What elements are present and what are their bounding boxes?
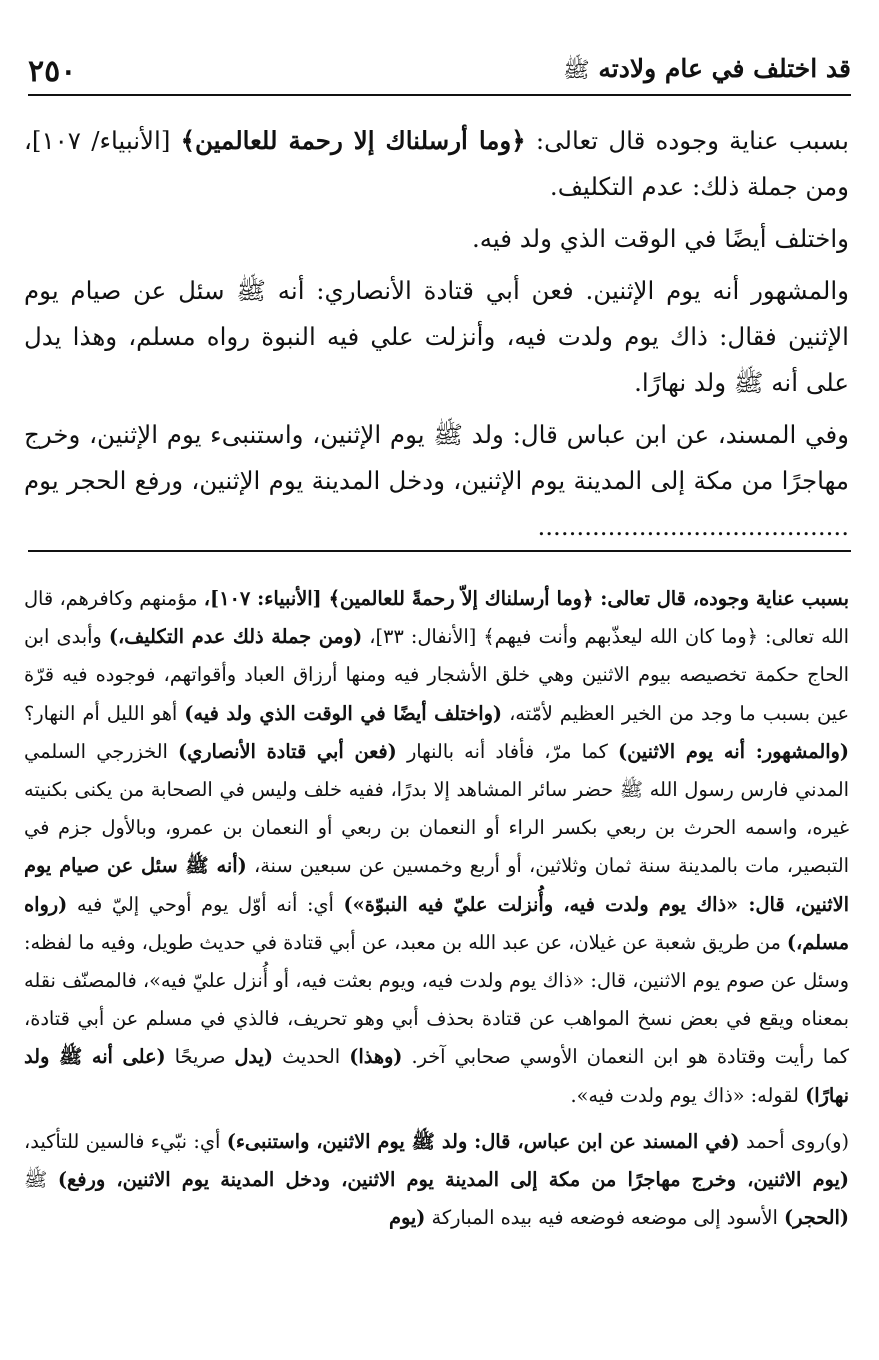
commentary-run: من طريق شعبة عن غيلان، عن عبد الله بن معبد، عن أبي قتادة في حديث طويل، وفيه ما لفظه: وسئل عن صوم يوم الاثنين، قال: «ذاك يوم ولدت فيه، ويوم بعثت فيه، أو أُنزل عليّ فيه»، فالمصنّف نقله بمعناه ويقع في بعض نسخ المواهب عن قتادة بحذف أبي وهو تحريف، فالذي في مسلم عن أبي قتادة، كما رأيت وقتادة هو ابن النعمان الأوسي صحابي آخر. bbox=[24, 930, 849, 1069]
commentary-run: أي: أنه أوّل يوم أوحي إليّ فيه bbox=[67, 892, 344, 916]
quoted-text: يوم الاثنين، واستنبىء) bbox=[226, 1129, 412, 1153]
footnote-divider bbox=[28, 550, 851, 552]
salutation-glyph: ﷺ bbox=[411, 1129, 435, 1153]
quoted-text: بسبب عناية وجوده، قال تعالى: ﴿وما أرسلناك إلاّ رحمةً للعالمين﴾ [الأنبياء: ١٠٧]، bbox=[203, 587, 849, 610]
commentary-run: وأبدى ابن الحاج حكمة تخصيصه بيوم الاثنين وهي خلق الأشجار فيه ومنها أرزاق العباد وأقواتهم، فوجوده فيه قرّة عين بسبب ما وجد من الخير العظيم لأمّته، bbox=[24, 625, 849, 725]
quoted-text: (والمشهور: أنه يوم الاثنين) bbox=[617, 739, 849, 763]
quoted-text: (أنه bbox=[208, 854, 247, 878]
commentary-paragraph-1 bbox=[24, 580, 849, 1115]
salutation-glyph: ﷺ bbox=[58, 1045, 83, 1069]
salutation-glyph: ﷺ bbox=[236, 276, 266, 305]
main-text-run: وفي المسند، عن ابن عباس قال: ولد bbox=[462, 420, 850, 449]
commentary-run: مؤمنهم وكافرهم، قال الله تعالى: ﴿وما كان الله ليعذّبهم وأنت فيهم﴾ [الأنفال: ٣٣]، bbox=[24, 587, 850, 649]
main-text-run: [الأنبياء/ ١٠٧]، ومن جملة ذلك: عدم التكليف. bbox=[24, 126, 849, 201]
main-text bbox=[24, 118, 849, 556]
main-text-run: ولد نهارًا. bbox=[634, 368, 734, 397]
quoted-text: ولد نهارًا) bbox=[24, 1045, 849, 1107]
quoted-text: (يوم bbox=[389, 1206, 426, 1230]
main-paragraph-4 bbox=[24, 412, 849, 550]
quoted-text: سئل عن صيام يوم الاثنين، قال: «ذاك يوم ولدت فيه، وأُنزلت عليّ فيه النبوّة») bbox=[24, 854, 850, 916]
quoted-text: (رواه مسلم،) bbox=[24, 892, 849, 954]
commentary-run: أي: نبّيء فالسين للتأكيد، bbox=[24, 1129, 227, 1153]
main-paragraph-1 bbox=[24, 118, 849, 210]
main-text-run: يوم الإثنين، واستنبىء يوم الإثنين، وخرج مهاجرًا من مكة إلى المدينة يوم الإثنين، ودخل المدينة يوم الإثنين، ورفع الحجر يوم bbox=[24, 420, 849, 495]
commentary-run: الحديث bbox=[273, 1045, 350, 1069]
running-title-text: قد اختلف في عام ولادته bbox=[598, 54, 851, 83]
commentary-run: الخزرجي السلمي المدني فارس رسول الله bbox=[24, 739, 850, 802]
salutation-glyph: ﷺ bbox=[733, 368, 764, 397]
main-paragraph-3 bbox=[24, 268, 849, 406]
quoted-text: (وهذا) bbox=[349, 1045, 403, 1069]
quoted-text: (يدل bbox=[234, 1045, 274, 1069]
salutation-glyph: ﷺ bbox=[185, 854, 209, 878]
commentary-text bbox=[24, 580, 849, 1245]
commentary-run: (و)روى أحمد bbox=[739, 1129, 849, 1153]
commentary-run: أهو الليل أم النهار؟ bbox=[24, 701, 185, 725]
continuation-dots: ........................................ bbox=[537, 512, 849, 541]
commentary-run: حضر سائر المشاهد إلا بدرًا، ففيه خلف وليس في الصحابة من يكنى بكنيته غيره، واسمه الحرث بن ربعي بكسر الراء أو النعمان بن ربعي أو النعمان بن عمرو، وبالأول جزم في التبصير، مات بالمدينة سنة ثمان وثلاثين، أو أربع وخمسين عن سبعين سنة، bbox=[24, 778, 849, 878]
main-text-run: سئل عن صيام يوم الإثنين فقال: ذاك يوم ولدت فيه، وأنزلت علي فيه النبوة رواه مسلم، وهذا يدل على أنه bbox=[24, 276, 849, 397]
salutation-glyph: ﷺ bbox=[563, 58, 590, 83]
main-text-run: والمشهور أنه يوم الإثنين. فعن أبي قتادة الأنصاري: أنه bbox=[265, 276, 849, 305]
page-number: ٢٥٠ bbox=[28, 53, 77, 89]
commentary-run bbox=[47, 1168, 58, 1191]
commentary-run: صريحًا bbox=[165, 1045, 235, 1069]
commentary-paragraph-2 bbox=[24, 1123, 849, 1238]
main-text-run: بسبب عناية وجوده قال تعالى: bbox=[525, 126, 849, 155]
quoted-text: (واختلف أيضًا في الوقت الذي ولد فيه) bbox=[184, 701, 503, 725]
commentary-run: لقوله: «ذاك يوم ولدت فيه». bbox=[570, 1083, 806, 1107]
quoted-text: (يوم الاثنين، وخرج مهاجرًا من مكة إلى المدينة يوم الاثنين، ودخل المدينة يوم الاثنين، ورفع) bbox=[57, 1168, 849, 1192]
quoted-text: (الحجر) bbox=[783, 1206, 849, 1230]
commentary-run: الأسود إلى موضعه فوضعه فيه بيده المباركة bbox=[425, 1206, 784, 1230]
salutation-glyph: ﷺ bbox=[619, 778, 643, 802]
quoted-text: (ومن جملة ذلك عدم التكليف،) bbox=[108, 625, 363, 649]
quoted-text: (في المسند عن ابن عباس، قال: ولد bbox=[434, 1129, 740, 1153]
salutation-glyph: ﷺ bbox=[433, 420, 463, 449]
main-paragraph-2: واختلف أيضًا في الوقت الذي ولد فيه. bbox=[471, 224, 849, 253]
page-header bbox=[28, 48, 851, 96]
commentary-run: كما مرّ، فأفاد أنه بالنهار bbox=[396, 739, 618, 763]
running-title bbox=[563, 54, 851, 88]
quoted-text: (فعن أبي قتادة الأنصاري) bbox=[177, 739, 397, 763]
quoted-text: (على أنه bbox=[82, 1045, 166, 1069]
salutation-glyph: ﷺ bbox=[24, 1168, 48, 1192]
quran-verse: ﴿وما أرسلناك إلا رحمة للعالمين﴾ bbox=[180, 126, 526, 155]
